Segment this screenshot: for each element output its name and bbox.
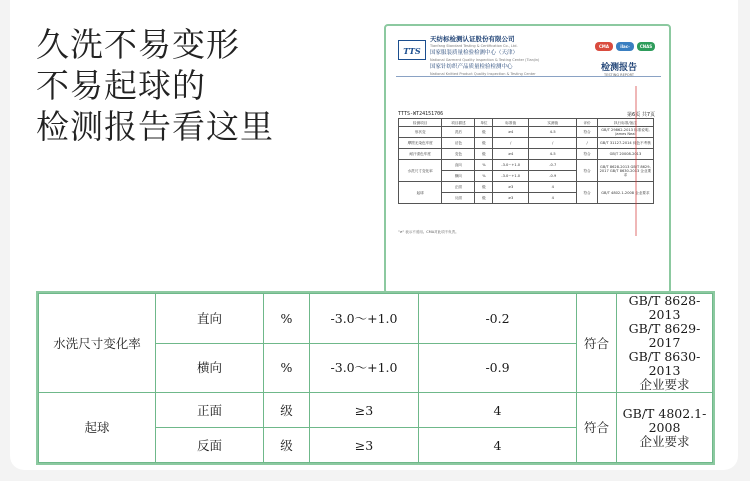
mini-cell: 沾色 bbox=[442, 138, 475, 149]
mini-table-row bbox=[399, 149, 654, 160]
mini-cell: ≥3 bbox=[493, 193, 529, 204]
mini-header-cell: 评价 bbox=[577, 119, 597, 127]
mini-cell: 级 bbox=[475, 149, 493, 160]
mini-table-header bbox=[399, 119, 654, 127]
mini-cell: 符合 bbox=[577, 182, 597, 204]
report-mini-table bbox=[398, 118, 654, 204]
report-title-en: TESTING REPORT bbox=[603, 73, 634, 77]
mini-cell: 变色 bbox=[442, 149, 475, 160]
verdict-cell: 符合 bbox=[577, 294, 617, 393]
method-line: GB/T 8628-2013 bbox=[628, 293, 701, 322]
ilac-mark-icon: ilac-MRA bbox=[616, 42, 634, 51]
mini-cell: 洗后 bbox=[442, 127, 475, 138]
result-cell: 4 bbox=[419, 428, 577, 463]
result-cell: -0.2 bbox=[419, 294, 577, 344]
report-title-cn: 检测报告 bbox=[600, 63, 637, 73]
mini-header-cell: 单位 bbox=[475, 119, 493, 127]
mini-header-cell: 实测值 bbox=[529, 119, 577, 127]
test-report-thumbnail bbox=[384, 24, 671, 294]
mini-cell: ≥4 bbox=[493, 127, 529, 138]
center-name: 国家服装质量检验检测中心（天津） bbox=[430, 50, 519, 56]
mini-cell: / bbox=[493, 138, 529, 149]
item-cell: 直向 bbox=[156, 294, 264, 344]
mini-header-cell: 执行标准/备注 bbox=[597, 119, 653, 127]
unit-cell: % bbox=[264, 294, 310, 344]
center-name-2: 国家针纺织产品质量检验检测中心 bbox=[430, 64, 513, 70]
group-cell-shrinkage: 水洗尺寸变化率 bbox=[39, 294, 156, 393]
mini-cell: % bbox=[475, 160, 493, 171]
unit-cell: 级 bbox=[264, 428, 310, 463]
certification-marks bbox=[595, 42, 655, 58]
mini-header-cell: 标准值 bbox=[493, 119, 529, 127]
method-cell bbox=[617, 294, 713, 393]
mini-cell: / bbox=[529, 138, 577, 149]
mini-cell: -3.0~+1.0 bbox=[493, 160, 529, 171]
zoomed-results-table bbox=[38, 293, 713, 463]
mini-cell: 正面 bbox=[442, 182, 475, 193]
item-cell: 横向 bbox=[156, 343, 264, 393]
mini-cell: GB/T 29862-2013 标准说明, James Neal bbox=[597, 127, 653, 138]
mini-cell: -3.0~+1.0 bbox=[493, 171, 529, 182]
mini-cell: GB/T 20008-2013 bbox=[597, 149, 653, 160]
standard-cell: ≥3 bbox=[310, 393, 419, 428]
mini-table-row bbox=[399, 127, 654, 138]
mini-cell: 摩擦无染色牢度 bbox=[399, 138, 442, 149]
mini-table-row bbox=[399, 182, 654, 193]
mini-cell: ≥4 bbox=[493, 149, 529, 160]
verdict-cell: 符合 bbox=[577, 393, 617, 463]
mini-table-row bbox=[399, 138, 654, 149]
mini-table-row bbox=[399, 160, 654, 171]
method-cell bbox=[617, 393, 713, 463]
method-line: GB/T 8630-2013 bbox=[628, 349, 701, 378]
org-name-en: Tianfang Standard Testing & Certification Co., Ltd. bbox=[430, 44, 518, 48]
mini-cell: 4-5 bbox=[529, 149, 577, 160]
headline bbox=[36, 24, 274, 147]
table-row bbox=[39, 393, 713, 428]
item-cell: 反面 bbox=[156, 428, 264, 463]
mini-cell: 直向 bbox=[442, 160, 475, 171]
mini-cell: 起球 bbox=[399, 182, 442, 204]
mini-cell: 反面 bbox=[442, 193, 475, 204]
report-footnote: "≠" 表示不适用。CMA对此项不负责。 bbox=[398, 230, 459, 234]
center-name-en: National Garment Quality Inspection & Testing Center (Tianjin) bbox=[430, 58, 540, 62]
mini-cell: 符合 bbox=[577, 127, 597, 138]
mini-cell: 符合 bbox=[577, 160, 597, 182]
item-cell: 正面 bbox=[156, 393, 264, 428]
tts-logo: TTS bbox=[398, 40, 426, 60]
standard-cell: ≥3 bbox=[310, 428, 419, 463]
mini-cell: % bbox=[475, 171, 493, 182]
mini-cell: 符合 bbox=[577, 149, 597, 160]
mini-header-cell: 检测项目 bbox=[399, 119, 442, 127]
table-row bbox=[39, 294, 713, 344]
seal-stamp bbox=[635, 86, 659, 236]
report-page bbox=[396, 32, 661, 294]
unit-cell: % bbox=[264, 343, 310, 393]
standard-cell: -3.0～+1.0 bbox=[310, 294, 419, 344]
mini-cell: 4-5 bbox=[529, 127, 577, 138]
mini-cell: 4 bbox=[529, 193, 577, 204]
mini-cell: 级 bbox=[475, 138, 493, 149]
mini-cell: 级 bbox=[475, 193, 493, 204]
mini-cell: 水洗尺寸变化率 bbox=[399, 160, 442, 182]
headline-line-1: 久洗不易变形 bbox=[36, 25, 240, 64]
standard-cell: -3.0～+1.0 bbox=[310, 343, 419, 393]
report-page-number: 第6页 共7页 bbox=[627, 112, 655, 118]
mini-cell: GB/T 8628-2013 GB/T 8629-2017 GB/T 8630-2013 企业要求 bbox=[597, 160, 653, 182]
method-line: 企业要求 bbox=[639, 377, 690, 392]
cnas-mark-icon: CNAS bbox=[637, 42, 655, 51]
mini-cell: 形状变 bbox=[399, 127, 442, 138]
unit-cell: 级 bbox=[264, 393, 310, 428]
result-cell: 4 bbox=[419, 393, 577, 428]
header-divider bbox=[396, 76, 661, 77]
report-title bbox=[601, 60, 637, 77]
report-number: TTTS-WT24151706 bbox=[398, 111, 444, 117]
org-name: 天纺标检测认证股份有限公司 bbox=[430, 35, 515, 43]
mini-cell: 横向 bbox=[442, 171, 475, 182]
mini-cell: -0.7 bbox=[529, 160, 577, 171]
group-cell-pilling: 起球 bbox=[39, 393, 156, 463]
method-line: GB/T 4802.1-2008 bbox=[622, 405, 707, 435]
cma-mark-icon: CMA bbox=[595, 42, 613, 51]
mini-cell: -0.9 bbox=[529, 171, 577, 182]
method-line: 企业要求 bbox=[639, 433, 690, 449]
mini-cell: GB/T 31127-2014 纯色不考核 bbox=[597, 138, 653, 149]
method-line: GB/T 8629-2017 bbox=[628, 321, 701, 350]
headline-line-3: 检测报告看这里 bbox=[36, 107, 274, 146]
mini-cell: 耐汗渍色牢度 bbox=[399, 149, 442, 160]
mini-cell: ≥3 bbox=[493, 182, 529, 193]
mini-cell: 级 bbox=[475, 127, 493, 138]
mini-cell: 级 bbox=[475, 182, 493, 193]
mini-cell: / bbox=[577, 138, 597, 149]
mini-cell: GB/T 4802.1-2008 企业要求 bbox=[597, 182, 653, 204]
center-name-2-en: National Knitted Product Quality Inspection & Testing Center bbox=[430, 72, 536, 76]
mini-header-cell: 项目描述 bbox=[442, 119, 475, 127]
mini-cell: 4 bbox=[529, 182, 577, 193]
result-cell: -0.9 bbox=[419, 343, 577, 393]
report-org-block bbox=[430, 36, 539, 78]
headline-line-2: 不易起球的 bbox=[36, 66, 206, 105]
